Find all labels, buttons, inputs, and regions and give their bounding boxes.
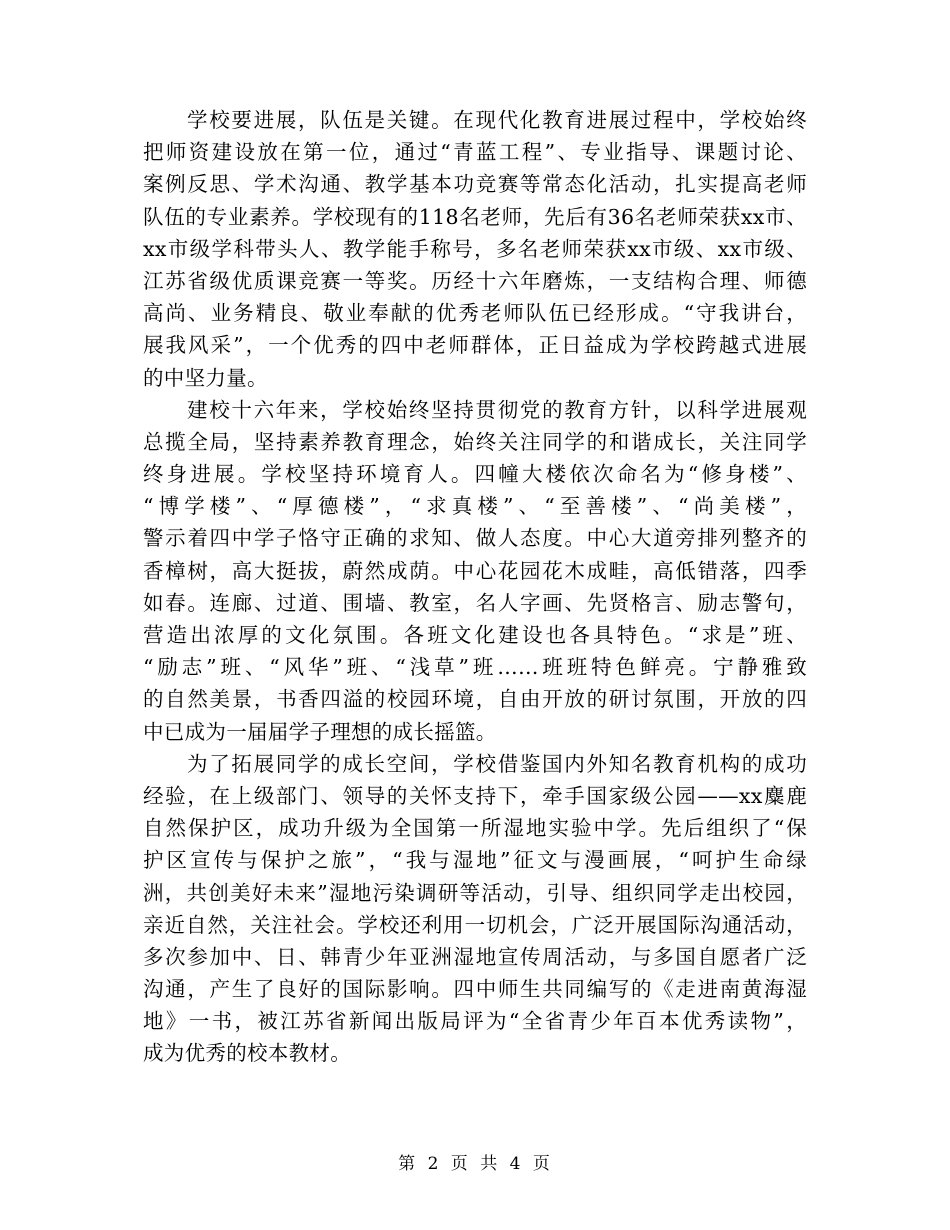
text-line: xx市级学科带头人、教学能手称号，多名老师荣获xx市级、xx市级、 (143, 236, 807, 261)
text-line: 展我风采”，一个优秀的四中老师群体，正日益成为学校跨越式进展 (143, 333, 807, 358)
text-line: 营造出浓厚的文化氛围。各班文化建设也各具特色。“求是”班、 (143, 623, 807, 647)
text-line: 江苏省级优质课竞赛一等奖。历经十六年磨炼，一支结构合理、师德 (143, 268, 807, 293)
page-number-footer: 第 2 页 共 4 页 (398, 1154, 552, 1174)
text-line: 为了拓展同学的成长空间，学校借鉴国内外知名教育机构的成功 (187, 751, 807, 776)
text-line: 的自然美景，书香四溢的校园环境，自由开放的研讨氛围，开放的四 (143, 687, 807, 712)
text-line: 自然保护区，成功升级为全国第一所湿地实验中学。先后组织了“保 (143, 816, 807, 841)
text-line: 沟通，产生了良好的国际影响。四中师生共同编写的《走进南黄海湿 (143, 977, 807, 1002)
document-body (143, 104, 807, 1070)
paragraph-1 (143, 104, 807, 394)
text-line: “博学楼”、“厚德楼”，“求真楼”、“至善楼”、“尚美楼”， (143, 494, 807, 519)
paragraph-2 (143, 394, 807, 748)
paragraph-3 (143, 748, 807, 1070)
text-line: 洲，共创美好未来”湿地污染调研等活动，引导、组织同学走出校园， (143, 880, 807, 905)
text-line: 成为优秀的校本教材。 (143, 1041, 351, 1066)
text-line: 把师资建设放在第一位，通过“青蓝工程”、专业指导、课题讨论、 (143, 140, 807, 165)
text-line: 警示着四中学子恪守正确的求知、做人态度。中心大道旁排列整齐的 (143, 526, 807, 551)
text-line: 中已成为一届届学子理想的成长摇篮。 (143, 719, 497, 744)
text-line: 建校十六年来，学校始终坚持贯彻党的教育方针，以科学进展观 (187, 397, 807, 422)
text-line: 亲近自然，关注社会。学校还利用一切机会，广泛开展国际沟通活动， (143, 912, 807, 937)
text-line: 多次参加中、日、韩青少年亚洲湿地宣传周活动，与多国自愿者广泛 (143, 944, 807, 969)
text-line: 香樟树，高大挺拔，蔚然成荫。中心花园花木成畦，高低错落，四季 (143, 558, 807, 583)
text-line: 护区宣传与保护之旅”，“我与湿地”征文与漫画展，“呵护生命绿 (143, 848, 807, 873)
text-line: 地》一书，被江苏省新闻出版局评为“全省青少年百本优秀读物”， (143, 1009, 807, 1034)
text-line: “励志”班、“风华”班、“浅草”班……班班特色鲜亮。宁静雅致 (143, 655, 807, 680)
text-line: 学校要进展，队伍是关键。在现代化教育进展过程中，学校始终 (187, 108, 807, 132)
text-line: 经验，在上级部门、领导的关怀支持下，牵手国家级公园——xx麋鹿 (143, 783, 807, 808)
text-line: 终身进展。学校坚持环境育人。四幢大楼依次命名为“修身楼”、 (143, 462, 807, 487)
text-line: 高尚、业务精良、敬业奉献的优秀老师队伍已经形成。“守我讲台， (143, 301, 807, 326)
text-line: 的中坚力量。 (143, 365, 268, 390)
text-line: 总揽全局，坚持素养教育理念，始终关注同学的和谐成长，关注同学 (143, 429, 807, 454)
text-line: 如春。连廊、过道、围墙、教室，名人字画、先贤格言、励志警句， (143, 590, 807, 615)
text-line: 队伍的专业素养。学校现有的118名老师，先后有36名老师荣获xx市、 (143, 204, 807, 229)
text-line: 案例反思、学术沟通、教学基本功竞赛等常态化活动，扎实提高老师 (143, 172, 807, 197)
